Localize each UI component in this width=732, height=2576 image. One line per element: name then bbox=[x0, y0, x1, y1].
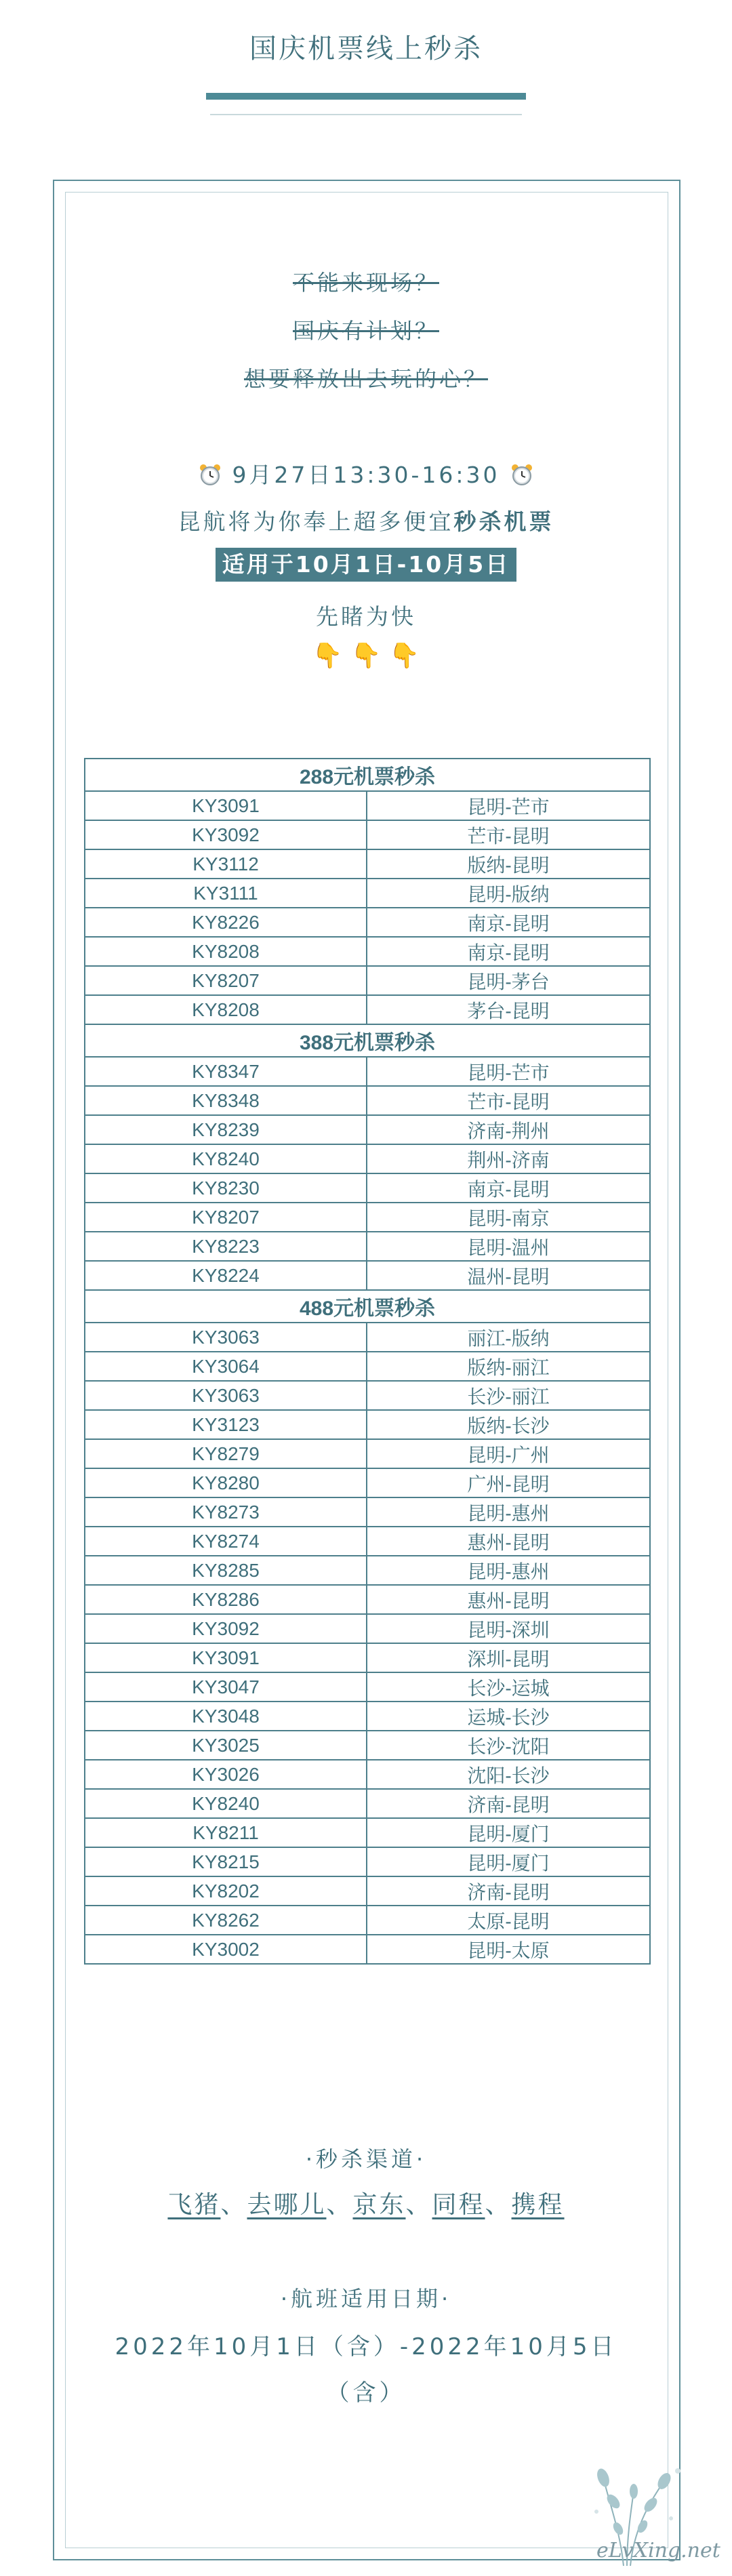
table-row bbox=[85, 1643, 650, 1672]
flight-number: KY8208 bbox=[85, 995, 367, 1024]
flight-number: KY8274 bbox=[85, 1527, 367, 1556]
alarm-clock-icon bbox=[198, 462, 222, 487]
flight-route: 长沙-丽江 bbox=[367, 1381, 650, 1410]
table-row bbox=[85, 1876, 650, 1906]
dates-line-2: （含） bbox=[326, 2379, 406, 2407]
flight-route: 惠州-昆明 bbox=[367, 1585, 650, 1614]
watermark: eLvXing.net bbox=[596, 2539, 720, 2562]
table-row bbox=[85, 966, 650, 995]
flight-route: 长沙-沈阳 bbox=[367, 1731, 650, 1760]
flight-route: 昆明-厦门 bbox=[367, 1847, 650, 1876]
title-underline-thin bbox=[210, 114, 522, 115]
flight-route: 昆明-版纳 bbox=[367, 879, 650, 908]
section-title: 488元机票秒杀 bbox=[85, 1290, 650, 1323]
flight-number: KY3063 bbox=[85, 1323, 367, 1352]
pointing-hands bbox=[0, 641, 732, 670]
table-row bbox=[85, 1468, 650, 1497]
flight-number: KY3111 bbox=[85, 879, 367, 908]
flight-route: 昆明-惠州 bbox=[367, 1497, 650, 1527]
flight-route: 昆明-太原 bbox=[367, 1935, 650, 1964]
flight-number: KY8273 bbox=[85, 1497, 367, 1527]
channel-jd-link[interactable]: 京东 bbox=[352, 2191, 406, 2219]
alarm-clock-icon bbox=[510, 462, 534, 487]
table-row bbox=[85, 1323, 650, 1352]
flight-number: KY3092 bbox=[85, 1614, 367, 1643]
channel-separator: 、 bbox=[485, 2191, 512, 2219]
table-row bbox=[85, 1906, 650, 1935]
table-row bbox=[85, 937, 650, 966]
date-highlight: 适用于10月1日-10月5日 bbox=[216, 548, 516, 582]
flight-number: KY3064 bbox=[85, 1352, 367, 1381]
table-row bbox=[85, 1702, 650, 1731]
section-header-row bbox=[85, 759, 650, 791]
flight-number: KY3092 bbox=[85, 820, 367, 849]
promo-line bbox=[0, 504, 732, 536]
flight-route: 南京-昆明 bbox=[367, 908, 650, 937]
table-row bbox=[85, 1614, 650, 1643]
event-time: 9月27日13:30-16:30 bbox=[232, 462, 500, 488]
table-row bbox=[85, 1672, 650, 1702]
flight-route: 版纳-长沙 bbox=[367, 1410, 650, 1439]
flight-route: 济南-荆州 bbox=[367, 1115, 650, 1144]
flight-number: KY8347 bbox=[85, 1057, 367, 1086]
table-row bbox=[85, 1527, 650, 1556]
table-row bbox=[85, 1057, 650, 1086]
flight-route: 深圳-昆明 bbox=[367, 1643, 650, 1672]
table-row bbox=[85, 1352, 650, 1381]
flight-number: KY3063 bbox=[85, 1381, 367, 1410]
title-underline-thick bbox=[206, 93, 526, 100]
channels-heading: ·秒杀渠道· bbox=[305, 2146, 427, 2172]
section-header-row bbox=[85, 1024, 650, 1057]
flight-route: 济南-昆明 bbox=[367, 1876, 650, 1906]
channel-separator: 、 bbox=[220, 2191, 247, 2219]
flight-route: 南京-昆明 bbox=[367, 1173, 650, 1203]
flight-number: KY8207 bbox=[85, 1203, 367, 1232]
question-2: 国庆有计划？ bbox=[292, 318, 439, 344]
flight-route: 太原-昆明 bbox=[367, 1906, 650, 1935]
flight-number: KY3091 bbox=[85, 791, 367, 820]
flight-number: KY8226 bbox=[85, 908, 367, 937]
flight-number: KY3002 bbox=[85, 1935, 367, 1964]
flight-number: KY8262 bbox=[85, 1906, 367, 1935]
channel-feizhu-link[interactable]: 飞猪 bbox=[167, 2191, 221, 2219]
table-row bbox=[85, 879, 650, 908]
flight-number: KY8286 bbox=[85, 1585, 367, 1614]
date-highlight-row bbox=[0, 548, 732, 582]
table-row bbox=[85, 1731, 650, 1760]
flight-route: 沈阳-长沙 bbox=[367, 1760, 650, 1789]
flight-number: KY8215 bbox=[85, 1847, 367, 1876]
flight-number: KY3026 bbox=[85, 1760, 367, 1789]
table-row bbox=[85, 791, 650, 820]
flight-route: 昆明-芒市 bbox=[367, 791, 650, 820]
channel-separator: 、 bbox=[405, 2191, 432, 2219]
flight-route: 昆明-温州 bbox=[367, 1232, 650, 1261]
flight-number: KY8230 bbox=[85, 1173, 367, 1203]
flight-route: 昆明-惠州 bbox=[367, 1556, 650, 1585]
flight-number: KY8240 bbox=[85, 1789, 367, 1818]
flight-number: KY8211 bbox=[85, 1818, 367, 1847]
flight-number: KY3091 bbox=[85, 1643, 367, 1672]
flight-route: 昆明-深圳 bbox=[367, 1614, 650, 1643]
channel-qunar-link[interactable]: 去哪儿 bbox=[247, 2191, 327, 2219]
flight-number: KY3123 bbox=[85, 1410, 367, 1439]
flight-route: 昆明-厦门 bbox=[367, 1818, 650, 1847]
flight-route: 丽江-版纳 bbox=[367, 1323, 650, 1352]
pointing-down-icon: 👇 bbox=[312, 642, 343, 670]
ticket-table bbox=[84, 758, 651, 1965]
table-row bbox=[85, 1086, 650, 1115]
flight-number: KY8239 bbox=[85, 1115, 367, 1144]
table-row bbox=[85, 1497, 650, 1527]
table-row bbox=[85, 849, 650, 879]
flight-route: 惠州-昆明 bbox=[367, 1527, 650, 1556]
flight-route: 温州-昆明 bbox=[367, 1261, 650, 1290]
flight-route: 运城-长沙 bbox=[367, 1702, 650, 1731]
channel-tongcheng-link[interactable]: 同程 bbox=[432, 2191, 485, 2219]
table-row bbox=[85, 1789, 650, 1818]
pointing-down-icon: 👇 bbox=[350, 642, 382, 670]
flight-route: 昆明-南京 bbox=[367, 1203, 650, 1232]
flight-number: KY3048 bbox=[85, 1702, 367, 1731]
table-row bbox=[85, 995, 650, 1024]
table-row bbox=[85, 1381, 650, 1410]
table-row bbox=[85, 820, 650, 849]
table-row bbox=[85, 1439, 650, 1468]
table-row bbox=[85, 1818, 650, 1847]
flight-route: 长沙-运城 bbox=[367, 1672, 650, 1702]
table-row bbox=[85, 1847, 650, 1876]
flight-route: 昆明-茅台 bbox=[367, 966, 650, 995]
flight-number: KY3025 bbox=[85, 1731, 367, 1760]
section-title: 288元机票秒杀 bbox=[85, 759, 650, 791]
table-row bbox=[85, 1173, 650, 1203]
table-row bbox=[85, 1760, 650, 1789]
flight-route: 济南-昆明 bbox=[367, 1789, 650, 1818]
flight-route: 南京-昆明 bbox=[367, 937, 650, 966]
flight-route: 昆明-芒市 bbox=[367, 1057, 650, 1086]
flight-route: 茅台-昆明 bbox=[367, 995, 650, 1024]
flight-number: KY8208 bbox=[85, 937, 367, 966]
flight-number: KY8223 bbox=[85, 1232, 367, 1261]
flight-number: KY8285 bbox=[85, 1556, 367, 1585]
section-header-row bbox=[85, 1290, 650, 1323]
flight-number: KY8202 bbox=[85, 1876, 367, 1906]
hurry-text: 先睹为快 bbox=[316, 603, 416, 630]
question-3: 想要释放出去玩的心？ bbox=[243, 366, 488, 392]
table-row bbox=[85, 1261, 650, 1290]
table-row bbox=[85, 1115, 650, 1144]
flight-number: KY8279 bbox=[85, 1439, 367, 1468]
flight-number: KY8240 bbox=[85, 1144, 367, 1173]
flight-number: KY8280 bbox=[85, 1468, 367, 1497]
flight-number: KY3112 bbox=[85, 849, 367, 879]
dates-heading: ·航班适用日期· bbox=[280, 2286, 452, 2312]
promo-bold: 秒杀机票 bbox=[453, 508, 554, 535]
table-row bbox=[85, 1935, 650, 1964]
table-row bbox=[85, 1556, 650, 1585]
flight-route: 荆州-济南 bbox=[367, 1144, 650, 1173]
pointing-down-icon: 👇 bbox=[389, 642, 420, 670]
dates-line-1: 2022年10月1日（含）-2022年10月5日 bbox=[115, 2333, 617, 2360]
event-time-line bbox=[0, 458, 732, 489]
channels-list bbox=[0, 2186, 732, 2220]
flight-route: 芒市-昆明 bbox=[367, 1086, 650, 1115]
flight-number: KY8224 bbox=[85, 1261, 367, 1290]
channel-separator: 、 bbox=[326, 2191, 353, 2219]
table-row bbox=[85, 1232, 650, 1261]
question-1: 不能来现场？ bbox=[292, 270, 439, 296]
flight-route: 版纳-丽江 bbox=[367, 1352, 650, 1381]
flight-number: KY8348 bbox=[85, 1086, 367, 1115]
table-row bbox=[85, 1144, 650, 1173]
table-row bbox=[85, 1410, 650, 1439]
flight-route: 版纳-昆明 bbox=[367, 849, 650, 879]
table-row bbox=[85, 1203, 650, 1232]
promo-prefix: 昆航将为你奉上超多便宜 bbox=[178, 508, 454, 535]
flight-number: KY8207 bbox=[85, 966, 367, 995]
channel-ctrip-link[interactable]: 携程 bbox=[511, 2191, 565, 2219]
flight-route: 昆明-广州 bbox=[367, 1439, 650, 1468]
page-title: 国庆机票线上秒杀 bbox=[249, 33, 483, 64]
flight-route: 芒市-昆明 bbox=[367, 820, 650, 849]
section-title: 388元机票秒杀 bbox=[85, 1024, 650, 1057]
flight-route: 广州-昆明 bbox=[367, 1468, 650, 1497]
table-row bbox=[85, 1585, 650, 1614]
flight-number: KY3047 bbox=[85, 1672, 367, 1702]
table-row bbox=[85, 908, 650, 937]
